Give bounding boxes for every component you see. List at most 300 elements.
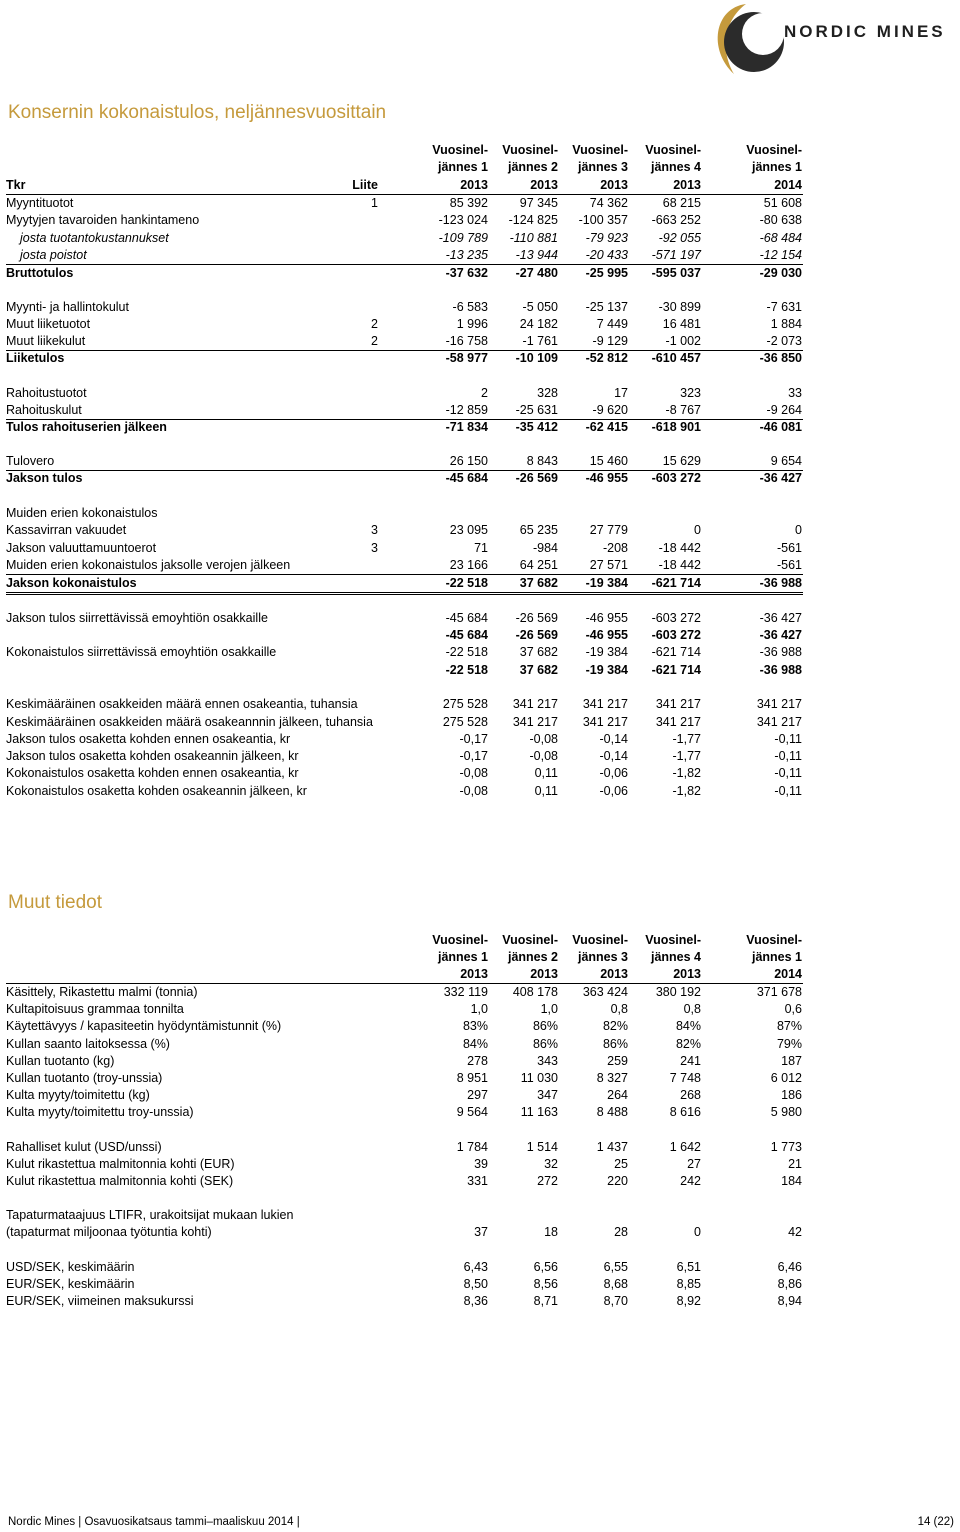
cell-value: -9 620	[592, 403, 628, 417]
row-label: USD/SEK, keskimäärin	[6, 1260, 135, 1274]
cell-value: -1,82	[672, 766, 701, 780]
cell-value: 1 784	[456, 1140, 488, 1154]
cell-value: 341 217	[512, 697, 558, 711]
cell-value: -12 859	[445, 403, 488, 417]
cell-value: -0,08	[459, 766, 488, 780]
cell-value: 0,11	[534, 766, 558, 780]
cell-value: -26 569	[515, 471, 558, 485]
row-label: Jakson tulos	[6, 471, 83, 485]
row-label: Keskimääräinen osakkeiden määrä ennen osakeantia, tuhansia	[6, 697, 358, 711]
table-header-row	[0, 966, 960, 983]
cell-value: -36 988	[759, 645, 802, 659]
cell-value: 297	[467, 1088, 488, 1102]
table-row	[0, 1207, 960, 1224]
row-label: Bruttotulos	[6, 266, 74, 280]
cell-value: 86%	[532, 1019, 558, 1033]
cell-value: -46 081	[759, 420, 802, 434]
table-header-row	[0, 177, 960, 194]
cell-value: -595 037	[651, 266, 701, 280]
row-label: Kokonaistulos osaketta kohden osakeannin jälkeen, kr	[6, 784, 307, 798]
cell-value: 184	[781, 1174, 802, 1188]
cell-value: 27 779	[589, 523, 628, 537]
cell-value: 37	[474, 1225, 488, 1239]
row-label: (tapaturmat miljoonaa työtuntia kohti)	[6, 1225, 212, 1239]
cell-value: 84%	[462, 1037, 488, 1051]
cell-value: -0,06	[599, 784, 628, 798]
cell-value: -10 109	[515, 351, 558, 365]
footer-text: Nordic Mines | Osavuosikatsaus tammi–maaliskuu 2014 |	[8, 1516, 300, 1528]
cell-value: 0	[694, 523, 701, 537]
table-row	[0, 1053, 960, 1070]
cell-value: 1,0	[470, 1002, 488, 1016]
column-header: Vuosinel-	[746, 143, 802, 157]
column-header: Vuosinel-	[645, 933, 701, 947]
row-label: Rahoitustuotot	[6, 386, 87, 400]
cell-value: 26 150	[449, 454, 488, 468]
cell-value: -0,11	[774, 749, 802, 763]
cell-value: -22 518	[445, 576, 488, 590]
cell-value: 86%	[532, 1037, 558, 1051]
cell-value: 21	[788, 1157, 802, 1171]
row-label: Kultapitoisuus grammaa tonnilta	[6, 1002, 184, 1016]
column-header: jännes 4	[650, 950, 701, 964]
cell-value: -208	[602, 541, 628, 555]
cell-value: -0,08	[529, 732, 558, 746]
row-label: Muiden erien kokonaistulos	[6, 506, 158, 520]
cell-value: 97 345	[519, 196, 558, 210]
column-header: Vuosinel-	[645, 143, 701, 157]
total-double-rule	[6, 592, 803, 595]
cell-value: 8,36	[463, 1294, 488, 1308]
cell-value: 328	[537, 386, 558, 400]
cell-value: 42	[788, 1225, 802, 1239]
cell-value: -9 264	[766, 403, 802, 417]
table-row	[0, 627, 960, 644]
cell-value: 25	[614, 1157, 628, 1171]
cell-value: 7 449	[596, 317, 628, 331]
table-row	[0, 1087, 960, 1104]
row-label: Tulovero	[6, 454, 55, 468]
cell-value: -13 944	[515, 248, 558, 262]
column-header: 2013	[530, 178, 558, 192]
cell-value: 28	[614, 1225, 628, 1239]
table-row	[0, 1224, 960, 1241]
column-header: 2013	[460, 967, 488, 981]
cell-value: 8,86	[777, 1277, 802, 1291]
cell-value: -1,82	[672, 784, 701, 798]
table-row	[0, 783, 960, 800]
cell-value: 186	[781, 1088, 802, 1102]
table-row	[0, 1259, 960, 1276]
cell-value: 15 460	[589, 454, 628, 468]
section-title-consolidated: Konsernin kokonaistulos, neljännesvuosittain	[8, 102, 387, 123]
cell-value: 220	[607, 1174, 628, 1188]
table-header-row	[0, 159, 960, 176]
table-row	[0, 419, 960, 436]
cell-value: 8,50	[463, 1277, 488, 1291]
table-row	[0, 230, 960, 247]
header-rule	[6, 983, 803, 984]
row-label: Kullan saanto laitoksessa (%)	[6, 1037, 170, 1051]
cell-value: 0	[694, 1225, 701, 1239]
cell-value: -0,14	[599, 732, 628, 746]
cell-value: -110 881	[509, 231, 558, 245]
cell-value: 341 217	[582, 715, 628, 729]
column-header: jännes 2	[507, 950, 558, 964]
table-row	[0, 470, 960, 487]
cell-value: -16 758	[445, 334, 488, 348]
cell-value: 323	[680, 386, 701, 400]
cell-value: 11 163	[520, 1105, 558, 1119]
cell-value: 187	[781, 1054, 802, 1068]
cell-value: 341 217	[756, 715, 802, 729]
cell-value: -663 252	[651, 213, 701, 227]
cell-value: 2	[481, 386, 488, 400]
cell-value: 68 215	[662, 196, 701, 210]
cell-value: 1 996	[456, 317, 488, 331]
cell-value: 82%	[602, 1019, 628, 1033]
table-row	[0, 575, 960, 592]
column-header: Vuosinel-	[746, 933, 802, 947]
row-label: Rahalliset kulut (USD/unssi)	[6, 1140, 162, 1154]
row-label: Kulut rikastettua malmitonnia kohti (EUR)	[6, 1157, 235, 1171]
cell-value: 65 235	[519, 523, 558, 537]
column-header: jännes 3	[577, 160, 628, 174]
cell-value: 9 654	[770, 454, 802, 468]
cell-value: -36 850	[759, 351, 802, 365]
row-label: Myytyjen tavaroiden hankintameno	[6, 213, 200, 227]
row-label: Käsittely, Rikastettu malmi (tonnia)	[6, 985, 198, 999]
table-row	[0, 385, 960, 402]
cell-value: 33	[788, 386, 802, 400]
cell-value: 272	[537, 1174, 558, 1188]
column-header: 2013	[673, 967, 701, 981]
cell-value: -5 050	[522, 300, 558, 314]
cell-value: 268	[680, 1088, 701, 1102]
cell-value: -13 235	[445, 248, 488, 262]
row-label: Liiketulos	[6, 351, 65, 365]
cell-value: 0,6	[784, 1002, 802, 1016]
cell-value: -68 484	[759, 231, 802, 245]
row-label: Kokonaistulos siirrettävissä emoyhtiön osakkaille	[6, 645, 277, 659]
table-row	[0, 1036, 960, 1053]
cell-value: -46 955	[585, 611, 628, 625]
cell-value: -36 427	[759, 471, 802, 485]
cell-value: 18	[544, 1225, 558, 1239]
cell-value: 79%	[776, 1037, 802, 1051]
cell-value: -36 988	[759, 576, 802, 590]
cell-value: -8 767	[665, 403, 701, 417]
row-label: Rahoituskulut	[6, 403, 82, 417]
cell-value: 341 217	[655, 715, 701, 729]
cell-value: 7 748	[669, 1071, 701, 1085]
cell-value: 71	[474, 541, 488, 555]
cell-value: -603 272	[651, 471, 701, 485]
cell-value: 51 608	[763, 196, 802, 210]
cell-value: 23 095	[449, 523, 488, 537]
cell-value: 380 192	[655, 985, 701, 999]
cell-value: -25 631	[515, 403, 558, 417]
table-row	[0, 350, 960, 367]
cell-value: 6 012	[770, 1071, 802, 1085]
row-label: Jakson kokonaistulos	[6, 576, 137, 590]
cell-value: 241	[680, 1054, 701, 1068]
cell-value: 9 564	[456, 1105, 488, 1119]
row-label: Muut liikekulut	[6, 334, 86, 348]
table-header-row	[0, 932, 960, 949]
subtotal-rule	[6, 350, 803, 351]
table-header-row	[0, 949, 960, 966]
column-header: Vuosinel-	[572, 143, 628, 157]
cell-value: 332 119	[443, 985, 488, 999]
cell-value: 8,94	[777, 1294, 802, 1308]
cell-value: -19 384	[585, 663, 628, 677]
cell-value: 6,43	[463, 1260, 488, 1274]
column-header: Vuosinel-	[572, 933, 628, 947]
table-row	[0, 1156, 960, 1173]
cell-value: 331	[467, 1174, 488, 1188]
cell-value: 343	[537, 1054, 558, 1068]
cell-value: -109 789	[438, 231, 488, 245]
cell-value: -22 518	[445, 663, 488, 677]
subtotal-rule	[6, 470, 803, 471]
row-label: Kokonaistulos osaketta kohden ennen osakeantia, kr	[6, 766, 299, 780]
table-row	[0, 212, 960, 229]
cell-value: 8,85	[676, 1277, 701, 1291]
row-label: EUR/SEK, keskimäärin	[6, 1277, 135, 1291]
cell-value: 6,46	[777, 1260, 802, 1274]
cell-value: -621 714	[651, 645, 701, 659]
row-label: Muiden erien kokonaistulos jaksolle verojen jälkeen	[6, 558, 291, 572]
cell-value: 74 362	[589, 196, 628, 210]
column-header: jännes 1	[751, 950, 802, 964]
row-label: josta poistot	[20, 248, 87, 262]
row-label: Jakson valuuttamuuntoerot	[6, 541, 157, 555]
cell-value: 0,8	[610, 1002, 628, 1016]
column-header: 2013	[460, 178, 488, 192]
note-column-header: Liite	[352, 178, 378, 192]
cell-value: 24 182	[519, 317, 558, 331]
cell-value: 37 682	[519, 663, 558, 677]
cell-value: -561	[776, 541, 802, 555]
table-row	[0, 505, 960, 522]
cell-value: 23 166	[449, 558, 488, 572]
cell-value: -18 442	[658, 541, 701, 555]
cell-value: -618 901	[651, 420, 701, 434]
cell-value: -123 024	[438, 213, 488, 227]
table-row	[0, 1104, 960, 1121]
cell-value: 15 629	[662, 454, 701, 468]
cell-value: -45 684	[445, 611, 488, 625]
cell-value: 0	[795, 523, 802, 537]
cell-value: 0,8	[683, 1002, 701, 1016]
cell-value: 32	[544, 1157, 558, 1171]
table-row	[0, 316, 960, 333]
column-header: jännes 3	[577, 950, 628, 964]
table-row	[0, 714, 960, 731]
cell-value: -27 480	[515, 266, 558, 280]
cell-value: -9 129	[592, 334, 628, 348]
row-label: Jakson tulos osaketta kohden ennen osakeantia, kr	[6, 732, 291, 746]
row-label: josta tuotantokustannukset	[20, 231, 169, 245]
cell-value: 408 178	[512, 985, 558, 999]
cell-value: -0,11	[774, 766, 802, 780]
cell-value: 8,70	[603, 1294, 628, 1308]
column-header: 2013	[600, 178, 628, 192]
cell-value: -71 834	[445, 420, 488, 434]
section-title-other-info: Muut tiedot	[8, 892, 102, 913]
cell-value: 1 514	[526, 1140, 558, 1154]
cell-value: 242	[680, 1174, 701, 1188]
row-label: Kulut rikastettua malmitonnia kohti (SEK)	[6, 1174, 234, 1188]
column-header: Vuosinel-	[432, 933, 488, 947]
table-row	[0, 333, 960, 350]
cell-value: 6,55	[603, 1260, 628, 1274]
cell-value: -37 632	[445, 266, 488, 280]
row-label: Myynti- ja hallintokulut	[6, 300, 129, 314]
table-row	[0, 1018, 960, 1035]
cell-value: -561	[776, 558, 802, 572]
cell-value: 82%	[675, 1037, 701, 1051]
cell-value: -6 583	[452, 300, 488, 314]
table-row	[0, 1001, 960, 1018]
row-label: Jakson tulos osaketta kohden osakeannin jälkeen, kr	[6, 749, 299, 763]
table-row	[0, 731, 960, 748]
cell-value: 341 217	[655, 697, 701, 711]
table-row	[0, 1276, 960, 1293]
table-row	[0, 610, 960, 627]
row-label: Tulos rahoituserien jälkeen	[6, 420, 167, 434]
cell-value: -20 433	[585, 248, 628, 262]
cell-value: 37 682	[519, 576, 558, 590]
page-number: 14 (22)	[917, 1516, 954, 1528]
cell-value: -52 812	[585, 351, 628, 365]
cell-value: 264	[607, 1088, 628, 1102]
column-header: Vuosinel-	[502, 933, 558, 947]
table-row	[0, 765, 960, 782]
cell-value: 39	[474, 1157, 488, 1171]
cell-value: -26 569	[515, 628, 558, 642]
cell-value: 8 488	[596, 1105, 628, 1119]
cell-value: 64 251	[519, 558, 558, 572]
table-row	[0, 453, 960, 470]
cell-value: -36 427	[759, 611, 802, 625]
cell-value: -45 684	[445, 628, 488, 642]
table-row	[0, 644, 960, 661]
brand-name: NORDIC MINES	[784, 22, 946, 41]
row-label: Muut liiketuotot	[6, 317, 91, 331]
cell-value: 1,0	[540, 1002, 558, 1016]
cell-value: -7 631	[766, 300, 802, 314]
cell-value: -80 638	[759, 213, 802, 227]
cell-value: -610 457	[651, 351, 701, 365]
cell-value: 341 217	[756, 697, 802, 711]
cell-value: -12 154	[759, 248, 802, 262]
row-label: Jakson tulos siirrettävissä emoyhtiön osakkaille	[6, 611, 268, 625]
cell-value: -0,06	[599, 766, 628, 780]
cell-value: -0,08	[459, 784, 488, 798]
cell-value: 6,56	[533, 1260, 558, 1274]
table-row	[0, 195, 960, 212]
cell-value: 6,51	[676, 1260, 701, 1274]
table-row	[0, 1173, 960, 1190]
cell-value: -621 714	[651, 663, 701, 677]
column-header: Vuosinel-	[502, 143, 558, 157]
cell-value: -0,17	[459, 749, 488, 763]
cell-value: -0,14	[599, 749, 628, 763]
cell-value: -0,11	[774, 784, 802, 798]
subtotal-rule	[6, 419, 803, 420]
column-header: jännes 1	[437, 160, 488, 174]
cell-value: -46 955	[585, 628, 628, 642]
column-header: 2014	[774, 967, 802, 981]
cell-value: -36 427	[759, 628, 802, 642]
cell-value: 259	[607, 1054, 628, 1068]
cell-value: -36 988	[759, 663, 802, 677]
cell-value: -1,77	[672, 732, 701, 746]
cell-value: -100 357	[578, 213, 628, 227]
table-header-row	[0, 142, 960, 159]
cell-value: 1 773	[770, 1140, 802, 1154]
row-label: Käytettävyys / kapasiteetin hyödyntämistunnit (%)	[6, 1019, 282, 1033]
column-header: 2013	[600, 967, 628, 981]
column-header: 2014	[774, 178, 802, 192]
cell-value: 87%	[776, 1019, 802, 1033]
row-label: Keskimääräinen osakkeiden määrä osakeannnin jälkeen, tuhansia	[6, 715, 373, 729]
cell-value: 341 217	[512, 715, 558, 729]
cell-value: -29 030	[759, 266, 802, 280]
cell-value: 275 528	[442, 715, 488, 729]
cell-value: -92 055	[658, 231, 701, 245]
column-header: 2013	[673, 178, 701, 192]
cell-value: 84%	[675, 1019, 701, 1033]
cell-value: 347	[537, 1088, 558, 1102]
cell-value: -603 272	[651, 611, 701, 625]
cell-value: -0,08	[529, 749, 558, 763]
cell-value: 371 678	[756, 985, 802, 999]
table-row	[0, 1293, 960, 1310]
table-row	[0, 402, 960, 419]
cell-value: -1 002	[665, 334, 701, 348]
cell-value: -621 714	[651, 576, 701, 590]
table-row	[0, 540, 960, 557]
table-row	[0, 748, 960, 765]
cell-value: -984	[532, 541, 558, 555]
row-note-ref: 3	[371, 523, 378, 537]
cell-value: -124 825	[508, 213, 558, 227]
table-row	[0, 522, 960, 539]
cell-value: 8 843	[526, 454, 558, 468]
cell-value: -1 761	[522, 334, 558, 348]
cell-value: 363 424	[582, 985, 628, 999]
cell-value: -25 995	[585, 266, 628, 280]
cell-value: -79 923	[585, 231, 628, 245]
cell-value: 8 616	[669, 1105, 701, 1119]
row-label: Tapaturmataajuus LTIFR, urakoitsijat mukaan lukien	[6, 1208, 294, 1222]
cell-value: 1 437	[596, 1140, 628, 1154]
row-label: EUR/SEK, viimeinen maksukurssi	[6, 1294, 194, 1308]
row-label: Myyntituotot	[6, 196, 74, 210]
table-row	[0, 1070, 960, 1087]
cell-value: 17	[614, 386, 628, 400]
cell-value: 8,68	[603, 1277, 628, 1291]
row-note-ref: 2	[371, 334, 378, 348]
cell-value: 37 682	[519, 645, 558, 659]
cell-value: -58 977	[445, 351, 488, 365]
row-label: Kulta myyty/toimitettu (kg)	[6, 1088, 150, 1102]
table-row	[0, 299, 960, 316]
subtotal-rule	[6, 264, 803, 265]
